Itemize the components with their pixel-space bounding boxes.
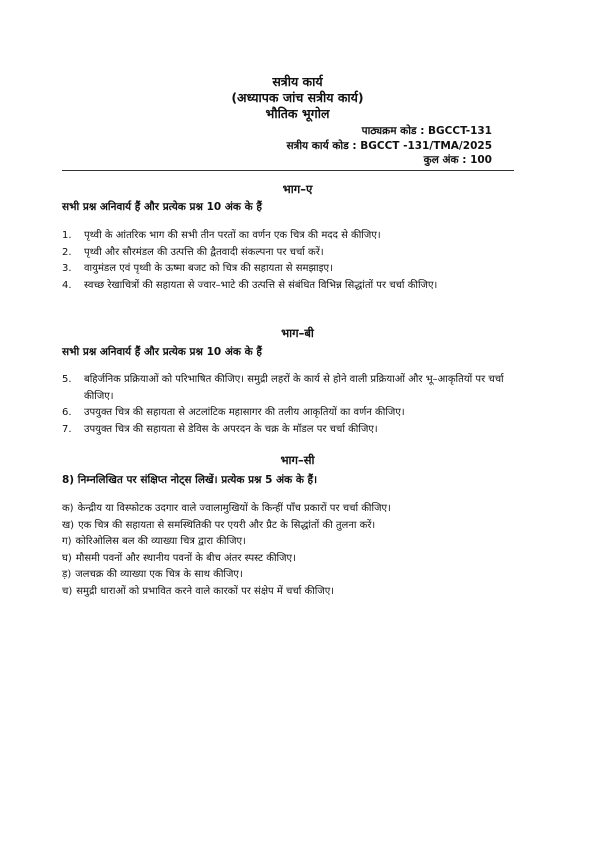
part-b-instruction: सभी प्रश्न अनिवार्य हैं और प्रत्येक प्रश्न 10 अंक के हैं [62,346,262,358]
question-text: बहिर्जनिक प्रक्रियाओं को परिभाषित कीजिए। समुद्री लहरों के कार्य से होने वाली प्रक्रियाओं और भू–आकृतियों पर चर्चा कीजिए। [84,374,504,402]
question-number: 4. [62,279,72,291]
divider [62,170,514,171]
note-item [62,534,522,551]
note-label: ग) [62,536,72,547]
note-text: कोरिओलिस बल की व्याख्या चित्र द्वारा कीजिए। [75,536,246,547]
max-marks: कुल अंक : 100 [423,154,492,166]
question-number: 7. [62,423,72,435]
note-label: घ) [62,552,72,564]
question-text: उपयुक्त चित्र की सहायता से अटलांटिक महासागर की तलीय आकृतियों का वर्णन कीजिए। [84,407,405,418]
question-item [62,422,522,439]
part-c-items [62,501,522,600]
question-text: वायुमंडल एवं पृथ्वी के ऊष्मा बजट को चित्र की सहायता से समझाइए। [84,263,333,274]
question-item [62,228,522,245]
course-code: पाठ्यक्रम कोड : BGCCT-131 [361,125,492,137]
note-item [62,518,522,535]
part-a-instruction: सभी प्रश्न अनिवार्य हैं और प्रत्येक प्रश्न 10 अंक के हैं [62,201,262,213]
part-c-heading: भाग–सी [280,453,315,467]
note-label: च) [62,585,73,597]
note-text: मौसमी पवनों और स्थानीय पवनों के बीच अंतर स्पस्ट कीजिए। [75,552,296,564]
question-item [62,405,522,422]
note-item [62,567,522,584]
question-number: 5. [62,374,72,385]
note-label: ख) [62,519,75,531]
note-label: ड़) [62,569,72,580]
header-subtitle: (अध्यापक जांच सत्रीय कार्य) [231,90,364,105]
question-number: 2. [62,246,72,258]
note-text: समुद्री धाराओं को प्रभावित करने वाले कारकों पर संक्षेप में चर्चा कीजिए। [76,585,335,597]
course-meta [286,124,492,168]
question-item [62,261,522,278]
question-text: स्वच्छ रेखाचित्रों की सहायता से ज्वार–भाटे की उत्पत्ति से संबंधित विभिन्न सिद्धांतों पर चर्चा कीजिए। [84,279,438,291]
document-header [0,74,595,122]
question-number: 1. [62,230,72,241]
question-text: पृथ्वी और सौरमंडल की उत्पत्ति की द्वैतवादी संकल्पना पर चर्चा करें। [84,246,324,258]
question-number: 6. [62,407,72,418]
note-text: एक चित्र की सहायता से समस्थितिकी पर एयरी और प्रैट के सिद्धांतों की तुलना करें। [78,519,376,531]
note-item [62,501,522,518]
part-b-questions [62,372,522,438]
question-text: पृथ्वी के आंतरिक भाग की सभी तीन परतों का वर्णन एक चित्र की मदद से कीजिए। [84,230,381,241]
header-title: सत्रीय कार्य [272,74,323,89]
question-text: उपयुक्त चित्र की सहायता से डेविस के अपरदन के चक्र के मॉडल पर चर्चा कीजिए। [84,423,378,435]
note-label: क) [62,503,74,514]
header-subject: भौतिक भूगोल [265,106,330,121]
question-item [62,278,522,295]
part-c-instruction: 8) निम्नलिखित पर संक्षिप्त नोट्स लिखें। प्रत्येक प्रश्न 5 अंक के हैं। [62,474,318,486]
note-item [62,584,522,601]
assignment-code: सत्रीय कार्य कोड : BGCCT -131/TMA/2025 [286,139,492,152]
part-a-heading: भाग–ए [282,182,313,196]
note-text: जलचक्र की व्याख्या एक चित्र के साथ कीजिए। [75,569,243,580]
part-a-questions [62,228,522,294]
part-b-heading: भाग–बी [281,326,314,340]
question-number: 3. [62,263,72,274]
question-item [62,372,522,405]
note-item [62,551,522,568]
note-text: केन्द्रीय या विस्फोटक उदगार वाले ज्वालामुखियों के किन्हीं पाँच प्रकारों पर चर्चा कीजिए। [77,503,391,514]
question-item [62,245,522,262]
